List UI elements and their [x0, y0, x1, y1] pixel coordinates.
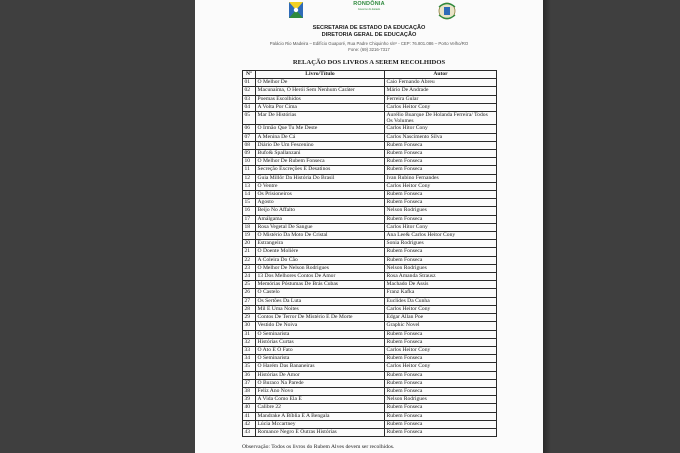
table-body — [243, 79, 497, 437]
table-row — [243, 158, 497, 166]
cell-author: Rubem Fonseca — [385, 248, 497, 256]
cell-title: O Ventre — [256, 182, 385, 190]
cell-author: Rubem Fonseca — [385, 141, 497, 149]
cell-num: 09 — [243, 150, 256, 158]
cell-title: 13 Dos Melhores Contos De Amor — [256, 273, 385, 281]
cell-num: 30 — [243, 322, 256, 330]
cell-author: Rubem Fonseca — [385, 412, 497, 420]
cell-title: Feliz Ano Novo — [256, 387, 385, 395]
cell-author: Rubem Fonseca — [385, 330, 497, 338]
cell-num: 21 — [243, 248, 256, 256]
table-row — [243, 346, 497, 354]
cell-num: 24 — [243, 273, 256, 281]
cell-num: 02 — [243, 87, 256, 95]
table-row — [243, 297, 497, 305]
cell-title: Estrangeira — [256, 240, 385, 248]
cell-author: Aurélio Buarque De Holanda Ferreira/ Todos Os Volumes — [385, 112, 497, 125]
table-row — [243, 207, 497, 215]
cell-title: O Buraco Na Parede — [256, 379, 385, 387]
cell-num: 33 — [243, 346, 256, 354]
cell-title: O Melhor De — [256, 79, 385, 87]
table-row — [243, 79, 497, 87]
books-table — [242, 70, 497, 437]
cell-num: 10 — [243, 158, 256, 166]
cell-title: Mar De Histórias — [256, 112, 385, 125]
table-row — [243, 112, 497, 125]
table-row — [243, 289, 497, 297]
cell-title: Calibre 22 — [256, 404, 385, 412]
cell-num: 08 — [243, 141, 256, 149]
cell-num: 38 — [243, 387, 256, 395]
cell-num: 17 — [243, 215, 256, 223]
table-row — [243, 396, 497, 404]
cell-num: 14 — [243, 191, 256, 199]
cell-author: Graphic Novel — [385, 322, 497, 330]
cell-title: Mandrake A Bíblia E A Bengala — [256, 412, 385, 420]
cell-author: Caio Fernando Abreu — [385, 79, 497, 87]
cell-num: 11 — [243, 166, 256, 174]
cell-author: Rubem Fonseca — [385, 355, 497, 363]
cell-num: 12 — [243, 174, 256, 182]
cell-author: Ivan Rubino Fernandes — [385, 174, 497, 182]
cell-title: Beijo No Affalto — [256, 207, 385, 215]
table-row — [243, 103, 497, 111]
cell-title: O Melhor De Nelson Rodrigues — [256, 264, 385, 272]
cell-author: Rubem Fonseca — [385, 199, 497, 207]
address-line: Palácio Rio Madeira – Edifício Guaporé, Rua Padre Chiquinho s/nº - CEP: 76.801.086 – Porto Velho/RO — [269, 41, 469, 46]
table-row — [243, 355, 497, 363]
cell-num: 19 — [243, 232, 256, 240]
cell-author: Rubem Fonseca — [385, 387, 497, 395]
cell-author: Nelson Rodrigues — [385, 207, 497, 215]
cell-title: Macunaíma, O Herói Sem Nenhum Caráter — [256, 87, 385, 95]
cell-author: Carlos Heitor Cony — [385, 103, 497, 111]
table-row — [243, 412, 497, 420]
state-seal-icon — [436, 1, 458, 21]
phone-line: Fone: (69) 3216-7317 — [348, 47, 390, 52]
cell-author: Nelson Rodrigues — [385, 396, 497, 404]
cell-author: Euclides Da Cunha — [385, 297, 497, 305]
cell-author: Carlos Heitor Cony — [385, 182, 497, 190]
cell-title: O Ato E O Fato — [256, 346, 385, 354]
cell-num: 07 — [243, 133, 256, 141]
table-header-row — [243, 71, 497, 79]
cell-author: Rubem Fonseca — [385, 191, 497, 199]
cell-num: 37 — [243, 379, 256, 387]
table-row — [243, 281, 497, 289]
table-row — [243, 363, 497, 371]
table-row — [243, 273, 497, 281]
table-row — [243, 223, 497, 231]
cell-author: Edgar Allan Poe — [385, 314, 497, 322]
cell-num: 27 — [243, 297, 256, 305]
cell-author: Rubem Fonseca — [385, 215, 497, 223]
cell-author: Carlos Hitor Cony — [385, 223, 497, 231]
cell-title: Os Sertões Da Luta — [256, 297, 385, 305]
table-row — [243, 314, 497, 322]
cell-title: O Melhor De Rubem Fonseca — [256, 158, 385, 166]
header-title: Livro/Título — [256, 71, 385, 79]
cell-author: Nelson Rodrigues — [385, 264, 497, 272]
cell-num: 29 — [243, 314, 256, 322]
header-author: Autor — [385, 71, 497, 79]
cell-title: O Mistério Da Moto De Cristal — [256, 232, 385, 240]
document-page — [195, 0, 543, 453]
cell-title: Contos De Terror De Mistério E De Morte — [256, 314, 385, 322]
cell-title: Mil E Uma Noites — [256, 305, 385, 313]
page-shadow — [543, 0, 551, 453]
cell-author: Rubem Fonseca — [385, 404, 497, 412]
cell-title: A Volta Por Cima — [256, 103, 385, 111]
header-number: Nº — [243, 71, 256, 79]
cell-title: Rosa Vegetal De Sangue — [256, 223, 385, 231]
table-row — [243, 199, 497, 207]
cell-title: Os Prisioneiros — [256, 191, 385, 199]
cell-num: 36 — [243, 371, 256, 379]
cell-title: Guia Millôr Da História Do Brasil — [256, 174, 385, 182]
cell-title: Bufo& Spallanzani — [256, 150, 385, 158]
cell-num: 03 — [243, 95, 256, 103]
cell-num: 05 — [243, 112, 256, 125]
table-row — [243, 330, 497, 338]
cell-num: 26 — [243, 289, 256, 297]
table-row — [243, 125, 497, 133]
cell-author: Carlos Heitor Cony — [385, 363, 497, 371]
cell-title: O Castelo — [256, 289, 385, 297]
cell-num: 28 — [243, 305, 256, 313]
cell-title: Romance Negro E Outras Histórias — [256, 428, 385, 436]
table-row — [243, 95, 497, 103]
cell-num: 04 — [243, 103, 256, 111]
cell-title: A Coleira Do Cão — [256, 256, 385, 264]
table-row — [243, 174, 497, 182]
table-row — [243, 379, 497, 387]
table-row — [243, 150, 497, 158]
cell-num: 40 — [243, 404, 256, 412]
cell-author: Carlos Hitor Cony — [385, 125, 497, 133]
table-row — [243, 371, 497, 379]
table-row — [243, 256, 497, 264]
table-row — [243, 322, 497, 330]
cell-author: Carlos Heitor Cony — [385, 305, 497, 313]
cell-author: Rubem Fonseca — [385, 256, 497, 264]
cell-title: Agosto — [256, 199, 385, 207]
table-row — [243, 248, 497, 256]
brand-subtitle: Governo do Estado — [357, 7, 381, 11]
cell-title: A Menina De Cá — [256, 133, 385, 141]
table-row — [243, 240, 497, 248]
cell-title: A Vida Como Ela É — [256, 396, 385, 404]
diretoria-heading: DIRETORIA GERAL DE EDUCAÇÃO — [321, 32, 417, 38]
cell-author: Rubem Fonseca — [385, 150, 497, 158]
document-title: RELAÇÃO DOS LIVROS A SEREM RECOLHIDOS — [292, 59, 446, 66]
cell-author: Mário De Andrade — [385, 87, 497, 95]
cell-author: Carlos Nascimento Silva — [385, 133, 497, 141]
table-row — [243, 404, 497, 412]
table-row — [243, 305, 497, 313]
observation-note: Observação: Todos os livros do Rubem Alves devem ser recolhidos. — [242, 444, 395, 450]
cell-title: Poemas Escolhidos — [256, 95, 385, 103]
cell-num: 23 — [243, 264, 256, 272]
cell-num: 22 — [243, 256, 256, 264]
cell-author: Rubem Fonseca — [385, 371, 497, 379]
cell-num: 25 — [243, 281, 256, 289]
table-row — [243, 428, 497, 436]
cell-author: Rubem Fonseca — [385, 428, 497, 436]
cell-num: 41 — [243, 412, 256, 420]
table-row — [243, 338, 497, 346]
cell-title: Secreção Excreções E Desatinos — [256, 166, 385, 174]
cell-title: O Seminarista — [256, 330, 385, 338]
table-row — [243, 141, 497, 149]
cell-author: Ana Lee& Carlos Heitor Cony — [385, 232, 497, 240]
table-row — [243, 133, 497, 141]
table-row — [243, 215, 497, 223]
cell-title: Diário De Um Fescenino — [256, 141, 385, 149]
table-row — [243, 87, 497, 95]
cell-author: Ferreira Gular — [385, 95, 497, 103]
cell-num: 43 — [243, 428, 256, 436]
cell-title: Lúcia Mccartney — [256, 420, 385, 428]
cell-num: 13 — [243, 182, 256, 190]
cell-author: Rubem Fonseca — [385, 166, 497, 174]
cell-num: 39 — [243, 396, 256, 404]
cell-title: Histórias Curtas — [256, 338, 385, 346]
brand-name: RONDÔNIA — [353, 1, 385, 7]
cell-author: Rubem Fonseca — [385, 420, 497, 428]
secretaria-heading: SECRETARIA DE ESTADO DA EDUCAÇÃO — [312, 25, 426, 31]
cell-author: Rosa Amanda Strausz — [385, 273, 497, 281]
cell-num: 42 — [243, 420, 256, 428]
cell-num: 20 — [243, 240, 256, 248]
cell-num: 18 — [243, 223, 256, 231]
cell-title: Vestido De Noiva — [256, 322, 385, 330]
cell-num: 06 — [243, 125, 256, 133]
cell-author: Carlos Heitor Cony — [385, 346, 497, 354]
cell-num: 32 — [243, 338, 256, 346]
cell-num: 15 — [243, 199, 256, 207]
cell-author: Machado De Assis — [385, 281, 497, 289]
table-row — [243, 191, 497, 199]
cell-title: O Doente Molière — [256, 248, 385, 256]
cell-title: Amálgama — [256, 215, 385, 223]
cell-num: 35 — [243, 363, 256, 371]
cell-num: 31 — [243, 330, 256, 338]
cell-title: O Irmão Que Tu Me Deste — [256, 125, 385, 133]
table-row — [243, 387, 497, 395]
cell-num: 16 — [243, 207, 256, 215]
cell-author: Franz Kafka — [385, 289, 497, 297]
cell-title: Histórias De Amor — [256, 371, 385, 379]
table-row — [243, 232, 497, 240]
cell-num: 34 — [243, 355, 256, 363]
cell-author: Rubem Fonseca — [385, 379, 497, 387]
cell-num: 01 — [243, 79, 256, 87]
table-row — [243, 420, 497, 428]
cell-title: O Seminarista — [256, 355, 385, 363]
cell-author: Sonia Rodrigues — [385, 240, 497, 248]
cell-author: Rubem Fonseca — [385, 158, 497, 166]
cell-title: Memórias Póstumas De Brás Cubas — [256, 281, 385, 289]
cell-title: O Harém Das Bananeiras — [256, 363, 385, 371]
table-row — [243, 182, 497, 190]
cell-author: Rubem Fonseca — [385, 338, 497, 346]
table-row — [243, 166, 497, 174]
table-row — [243, 264, 497, 272]
